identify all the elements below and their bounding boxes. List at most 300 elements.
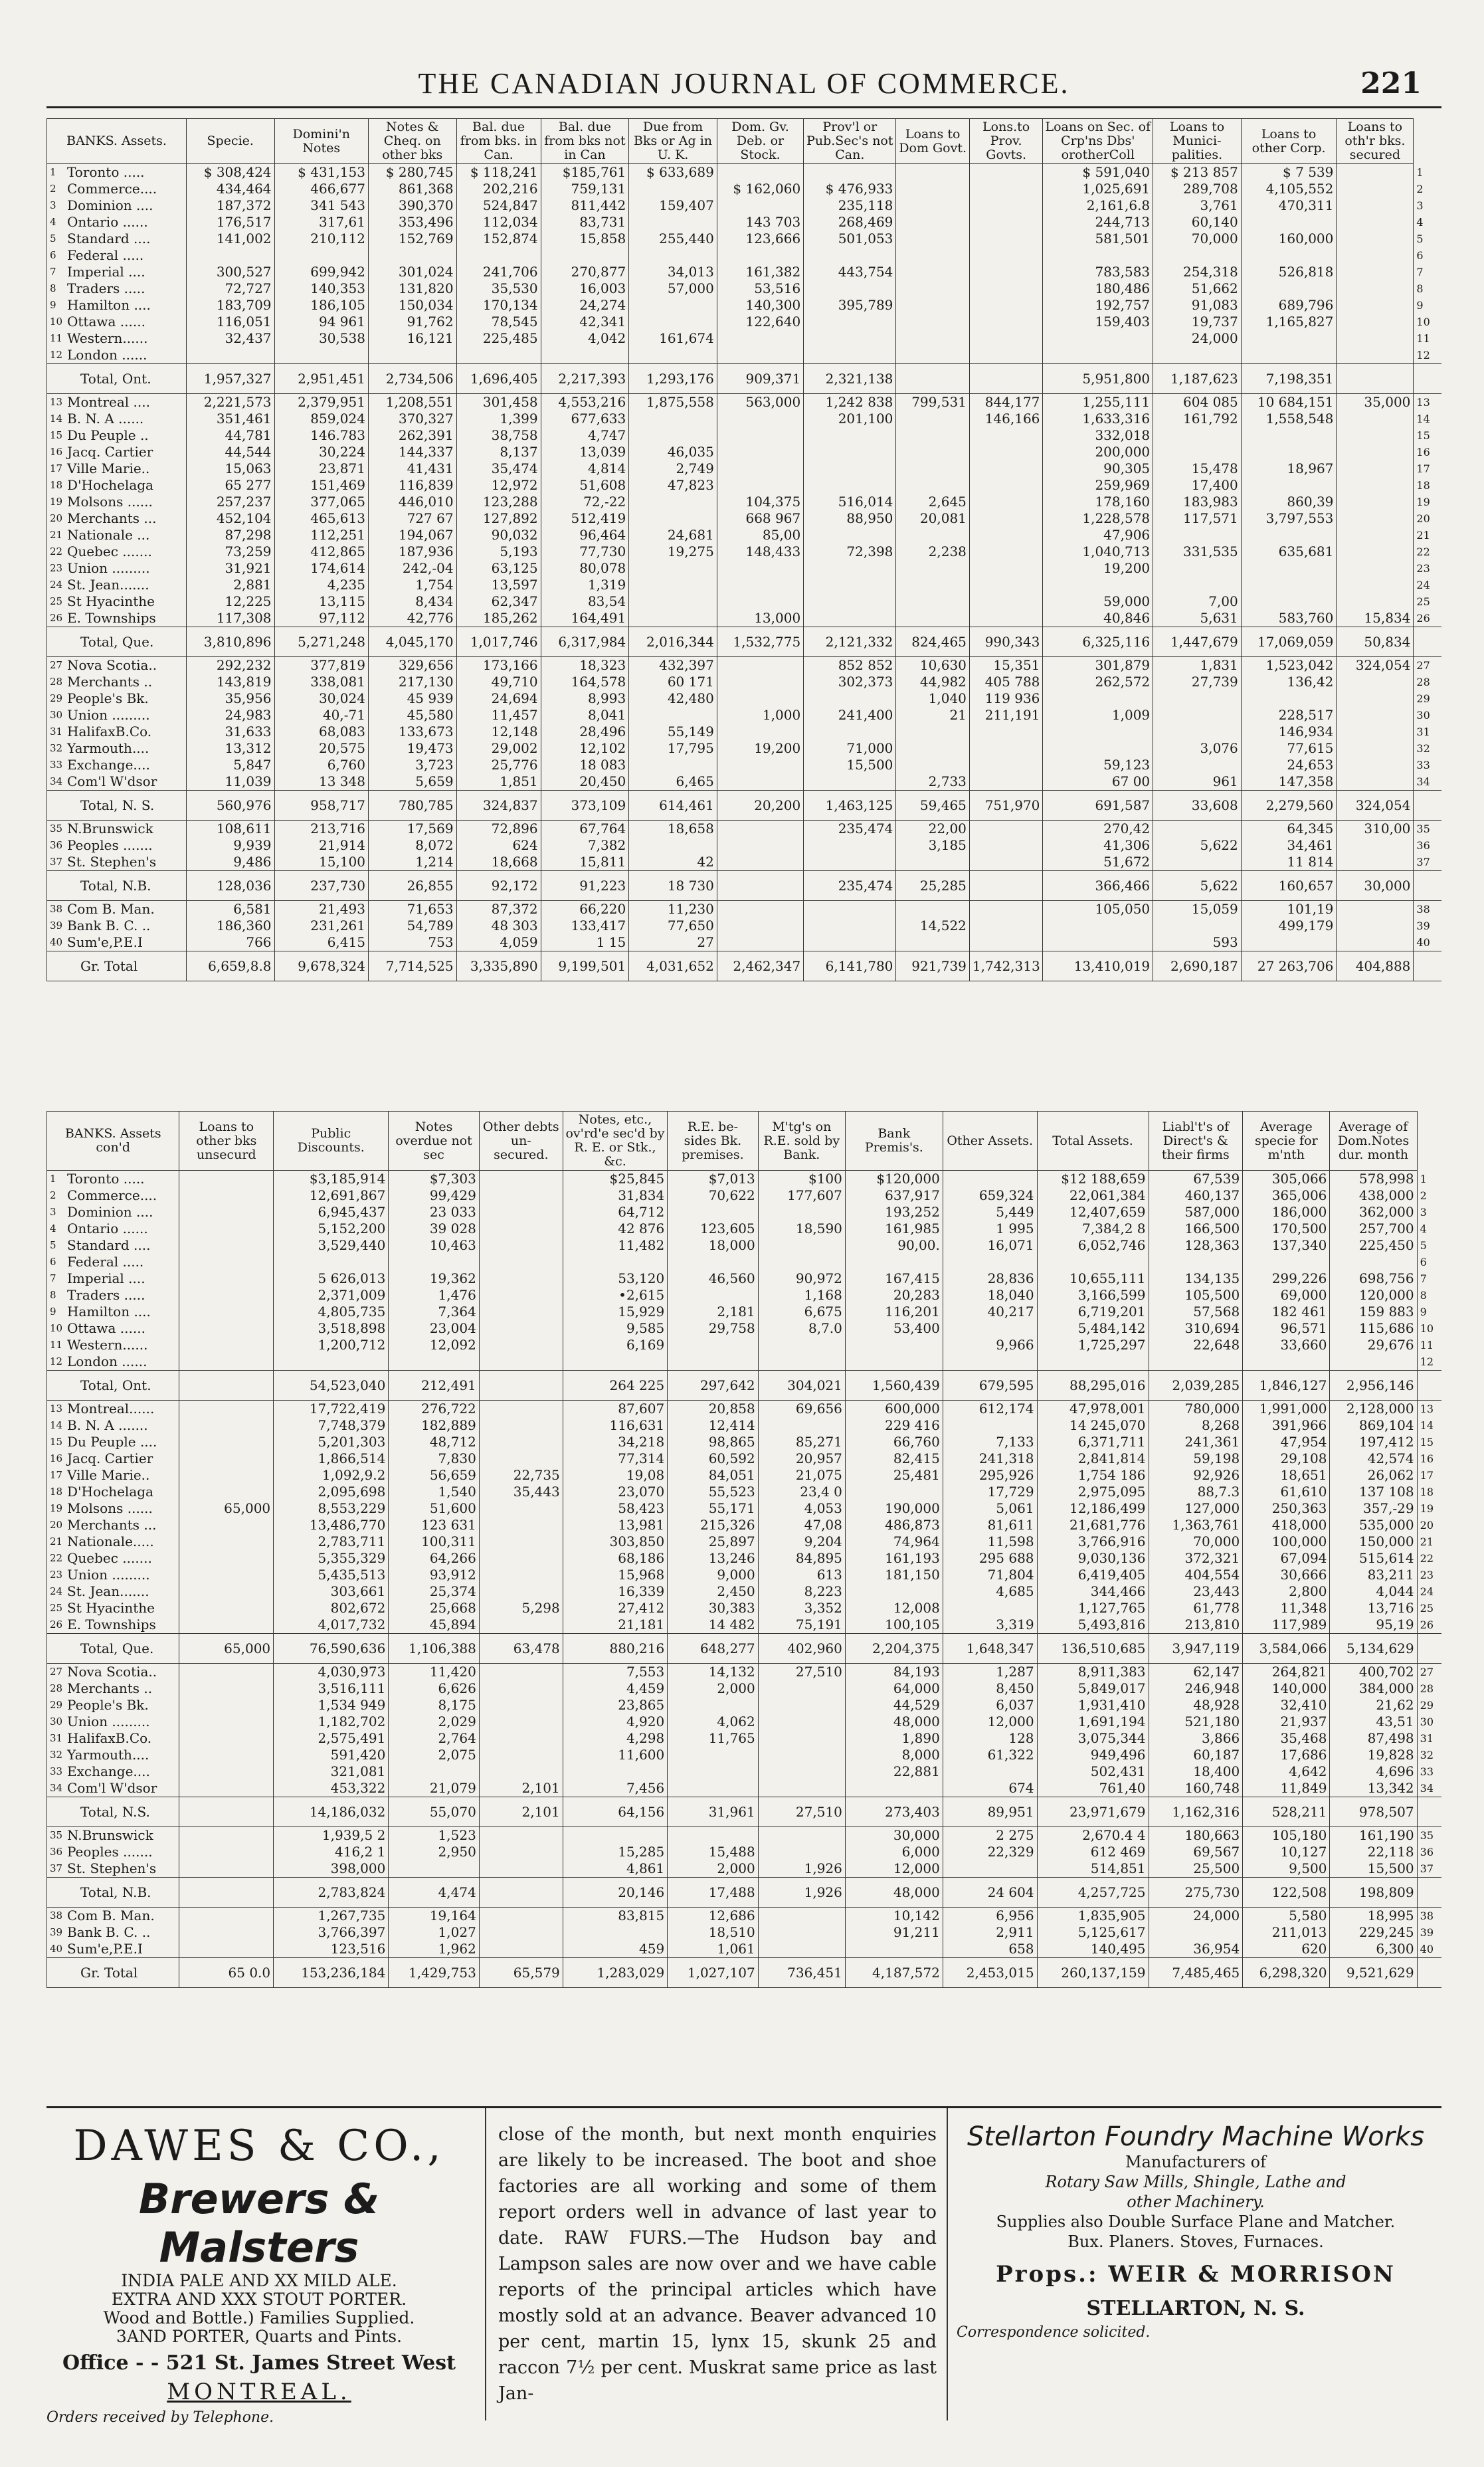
value-cell: 2,217,393 [541, 364, 629, 394]
value-cell [1337, 197, 1414, 214]
value-cell [456, 347, 541, 364]
value-cell: 241,706 [456, 264, 541, 280]
row-number: 15 [1420, 1436, 1434, 1448]
value-cell: 134,135 [1149, 1270, 1243, 1287]
value-cell: 2,956,146 [1330, 1371, 1417, 1401]
value-cell: 593 [1153, 934, 1242, 951]
bank-name: Jacq. Cartier [67, 1450, 153, 1466]
row-number: 12 [1420, 1355, 1434, 1368]
bank-name-cell [47, 543, 187, 560]
value-cell: 140,353 [274, 280, 368, 297]
column-header: Due from Bks or Ag in U. K. [629, 119, 717, 164]
bank-name-cell [47, 1187, 179, 1204]
value-cell: 14,132 [668, 1664, 758, 1681]
value-cell: 13,716 [1330, 1600, 1417, 1617]
value-cell: 117,308 [186, 610, 274, 627]
column-header: R.E. be- sides Bk. premises. [668, 1112, 758, 1171]
row-number: 3 [1420, 1206, 1427, 1219]
column-header: BANKS. Assets. [47, 119, 187, 164]
value-cell: 22,061,384 [1037, 1187, 1149, 1204]
value-cell: 141,002 [186, 231, 274, 247]
value-cell: 161,985 [845, 1221, 943, 1237]
value-cell: 262,572 [1043, 674, 1153, 690]
value-cell: 2,911 [943, 1924, 1037, 1941]
value-cell: 18 730 [629, 871, 717, 901]
value-cell: 182 461 [1243, 1304, 1330, 1320]
value-cell [1043, 347, 1153, 364]
value-cell: 244,713 [1043, 214, 1153, 231]
value-cell: 6,581 [186, 901, 274, 918]
bank-name: Traders ..... [67, 1287, 145, 1303]
value-cell [1153, 560, 1242, 577]
value-cell: 213,810 [1149, 1617, 1243, 1634]
row-index: 7 [50, 266, 56, 278]
value-cell: 21,075 [758, 1467, 845, 1484]
value-cell: 98,865 [668, 1434, 758, 1450]
value-cell: 10,630 [896, 657, 970, 674]
value-cell: 15,285 [563, 1844, 667, 1860]
value-cell: 55,149 [629, 724, 717, 740]
value-cell: 3,185 [896, 837, 970, 854]
value-cell: 42 [629, 854, 717, 871]
value-cell [479, 1550, 563, 1567]
bank-name: London ...... [67, 1353, 147, 1369]
value-cell: 94 961 [274, 314, 368, 330]
value-cell: 67,764 [541, 821, 629, 838]
value-cell: 624 [456, 837, 541, 854]
bank-name: Montreal...... [67, 1401, 155, 1417]
value-cell: $ 118,241 [456, 164, 541, 181]
value-cell: 3,947,119 [1149, 1634, 1243, 1664]
value-cell [479, 1417, 563, 1434]
row-index: 4 [50, 216, 56, 228]
value-cell: 4,105,552 [1241, 181, 1337, 197]
value-cell [479, 1924, 563, 1941]
value-cell: 9,486 [186, 854, 274, 871]
value-cell: 8,175 [389, 1697, 479, 1714]
value-cell [969, 854, 1043, 871]
bank-name-cell [47, 1583, 179, 1600]
value-cell: 4,187,572 [845, 1958, 943, 1988]
value-cell: 34,461 [1241, 837, 1337, 854]
value-cell: $ 431,153 [274, 164, 368, 181]
total-row [47, 1958, 1442, 1988]
table-row [47, 1353, 1442, 1371]
value-cell [179, 1237, 274, 1254]
value-cell: 9,678,324 [274, 951, 368, 981]
value-cell: $100 [758, 1171, 845, 1188]
value-cell: 2,128,000 [1330, 1401, 1417, 1418]
value-cell: 16,121 [368, 330, 456, 347]
value-cell: 44,781 [186, 427, 274, 444]
value-cell [179, 1550, 274, 1567]
value-cell: 41,431 [368, 460, 456, 477]
row-index: 23 [50, 562, 63, 574]
value-cell [389, 1353, 479, 1371]
value-cell [1337, 854, 1414, 871]
value-cell [896, 593, 970, 610]
value-cell: 70,622 [668, 1187, 758, 1204]
value-cell: 77,730 [541, 543, 629, 560]
bank-name: Commerce.... [67, 1187, 157, 1203]
value-cell: 123,605 [668, 1221, 758, 1237]
value-cell: 36,954 [1149, 1941, 1243, 1958]
value-cell: 31,834 [563, 1187, 667, 1204]
bank-name-cell [47, 527, 187, 543]
table-row [47, 1860, 1442, 1878]
bank-name-cell [47, 1417, 179, 1434]
value-cell: 535,000 [1330, 1517, 1417, 1533]
value-cell [758, 1730, 845, 1747]
row-index: 32 [50, 1749, 63, 1761]
value-cell [1153, 347, 1242, 364]
value-cell [668, 1353, 758, 1371]
value-cell: 133,673 [368, 724, 456, 740]
journal-title: THE CANADIAN JOURNAL OF COMMERCE. [418, 67, 1070, 100]
value-cell: 173,166 [456, 657, 541, 674]
value-cell: 5,435,513 [274, 1567, 389, 1583]
value-cell [804, 690, 896, 707]
bank-name: Dominion .... [67, 197, 153, 213]
value-cell: 87,607 [563, 1401, 667, 1418]
bank-name-cell [47, 444, 187, 460]
value-cell: 54,523,040 [274, 1371, 389, 1401]
value-cell: 1,283,029 [563, 1958, 667, 1988]
row-index: 37 [50, 856, 63, 868]
row-number: 40 [1420, 1943, 1434, 1955]
value-cell [668, 1780, 758, 1797]
value-cell [179, 1908, 274, 1925]
value-cell: 1,476 [389, 1287, 479, 1304]
value-cell: 4,298 [563, 1730, 667, 1747]
value-cell: 2,453,015 [943, 1958, 1037, 1988]
row-number [1414, 364, 1441, 394]
value-cell [969, 560, 1043, 577]
value-cell: 32,437 [186, 330, 274, 347]
value-cell [1337, 280, 1414, 297]
value-cell: 2 275 [943, 1827, 1037, 1844]
value-cell: 15,500 [804, 757, 896, 773]
value-cell: 47,954 [1243, 1434, 1330, 1450]
value-cell: 8,7.0 [758, 1320, 845, 1337]
value-cell [717, 901, 803, 918]
value-cell [1337, 773, 1414, 791]
value-cell: 1,926 [758, 1878, 845, 1908]
value-cell: 587,000 [1149, 1204, 1243, 1221]
value-cell: 31,921 [186, 560, 274, 577]
value-cell: 225,450 [1330, 1237, 1417, 1254]
value-cell: 7,384,2 8 [1037, 1221, 1149, 1237]
value-cell: 373,109 [541, 791, 629, 821]
column-header: Loans to other Corp. [1241, 119, 1337, 164]
row-number [1417, 1371, 1441, 1401]
bank-name-cell [47, 460, 187, 477]
value-cell [804, 934, 896, 951]
value-cell: $ 308,424 [186, 164, 274, 181]
value-cell: 3,810,896 [186, 627, 274, 657]
value-cell: 25,776 [456, 757, 541, 773]
row-index: 8 [50, 1289, 56, 1301]
value-cell: 353,496 [368, 214, 456, 231]
row-index: 13 [50, 396, 63, 408]
value-cell [1153, 444, 1242, 460]
column-header: Lons.to Prov. Govts. [969, 119, 1043, 164]
bank-name-cell [47, 197, 187, 214]
column-header: Prov'l or Pub.Sec's not Can. [804, 119, 896, 164]
value-cell: 64,156 [563, 1797, 667, 1827]
stellarton-place: STELLARTON, N. S. [1086, 2297, 1305, 2320]
value-cell: 161,792 [1153, 411, 1242, 427]
value-cell [1037, 1353, 1149, 1371]
value-cell: 303,661 [274, 1583, 389, 1600]
value-cell [804, 460, 896, 477]
value-cell: 5,849,017 [1037, 1680, 1149, 1697]
row-index: 8 [50, 282, 56, 294]
value-cell: 64,266 [389, 1550, 479, 1567]
value-cell [845, 1337, 943, 1353]
value-cell: 50,834 [1337, 627, 1414, 657]
value-cell [758, 1844, 845, 1860]
bank-name: Total, N. S. [80, 797, 155, 813]
value-cell [1149, 1924, 1243, 1941]
column-header: Bal. due from bks not in Can [541, 119, 629, 164]
table-row [47, 1320, 1442, 1337]
table-row [47, 1583, 1442, 1600]
value-cell [1241, 690, 1337, 707]
row-number: 5 [1420, 1239, 1427, 1252]
bank-name-cell [47, 1747, 179, 1763]
value-cell [845, 1583, 943, 1600]
row-index: 21 [50, 529, 63, 541]
value-cell: 13,115 [274, 593, 368, 610]
value-cell: 30,000 [1337, 871, 1414, 901]
value-cell: 59,198 [1149, 1450, 1243, 1467]
value-cell: 77,314 [563, 1450, 667, 1467]
bank-name: Peoples ....... [67, 837, 153, 853]
value-cell: 289,708 [1153, 181, 1242, 197]
bank-name-cell [47, 181, 187, 197]
value-cell: 295 688 [943, 1550, 1037, 1567]
value-cell: 87,372 [456, 901, 541, 918]
value-cell: 14,522 [896, 918, 970, 934]
value-cell: 1,696,405 [456, 364, 541, 394]
value-cell: 11,457 [456, 707, 541, 724]
bank-name-cell [47, 560, 187, 577]
value-cell [179, 1617, 274, 1634]
value-cell: 5,951,800 [1043, 364, 1153, 394]
value-cell: 1,962 [389, 1941, 479, 1958]
value-cell: 416,2 1 [274, 1844, 389, 1860]
row-number: 28 [1420, 1682, 1434, 1695]
value-cell: 4,747 [541, 427, 629, 444]
bank-name: Com B. Man. [67, 901, 155, 917]
row-number: 1 [1420, 1172, 1427, 1185]
row-number: 36 [1420, 1846, 1434, 1858]
value-cell: 736,451 [758, 1958, 845, 1988]
value-cell: 90,972 [758, 1270, 845, 1287]
table-row [47, 1730, 1442, 1747]
value-cell: 1,127,765 [1037, 1600, 1149, 1617]
value-cell [479, 1747, 563, 1763]
value-cell: 1,162,316 [1149, 1797, 1243, 1827]
value-cell [804, 773, 896, 791]
value-cell: 61,778 [1149, 1600, 1243, 1617]
value-cell: $ 476,933 [804, 181, 896, 197]
value-cell [179, 1583, 274, 1600]
value-cell [274, 1353, 389, 1371]
value-cell [896, 560, 970, 577]
value-cell: 128,363 [1149, 1237, 1243, 1254]
value-cell: 41,306 [1043, 837, 1153, 854]
value-cell [179, 1844, 274, 1860]
value-cell: 4,062 [668, 1714, 758, 1730]
value-cell: 301,024 [368, 264, 456, 280]
bank-name-cell [47, 1730, 179, 1747]
value-cell: 301,458 [456, 394, 541, 411]
value-cell: 136,510,685 [1037, 1634, 1149, 1664]
value-cell: 15,500 [1330, 1860, 1417, 1878]
value-cell [179, 1320, 274, 1337]
value-cell: 83,731 [541, 214, 629, 231]
value-cell: 268,469 [804, 214, 896, 231]
value-cell: 264 225 [563, 1371, 667, 1401]
value-cell [845, 1780, 943, 1797]
value-cell: 67,094 [1243, 1550, 1330, 1567]
value-cell: 62,347 [456, 593, 541, 610]
bank-name: Peoples ....... [67, 1844, 153, 1860]
row-number: 10 [1416, 316, 1430, 328]
value-cell: 1,890 [845, 1730, 943, 1747]
value-cell: 72,398 [804, 543, 896, 560]
value-cell: 466,677 [274, 181, 368, 197]
value-cell: 677,633 [541, 411, 629, 427]
value-cell: 11,849 [1243, 1780, 1330, 1797]
value-cell: 404,554 [1149, 1567, 1243, 1583]
value-cell: 133,417 [541, 918, 629, 934]
bank-name-cell [47, 510, 187, 527]
bank-name: Total, Ont. [80, 371, 151, 387]
bank-name: N.Brunswick [67, 1827, 153, 1843]
value-cell: 329,656 [368, 657, 456, 674]
value-cell: 35,956 [186, 690, 274, 707]
value-cell [479, 1908, 563, 1925]
value-cell [479, 1844, 563, 1860]
value-cell: 2,645 [896, 494, 970, 510]
value-cell: 122,640 [717, 314, 803, 330]
value-cell [1153, 821, 1242, 838]
value-cell [969, 477, 1043, 494]
value-cell: 13,410,019 [1043, 951, 1153, 981]
value-cell: 212,491 [389, 1371, 479, 1401]
value-cell [668, 1204, 758, 1221]
column-header: Total Assets. [1037, 1112, 1149, 1171]
value-cell: 30,000 [845, 1827, 943, 1844]
row-number: 11 [1416, 332, 1430, 345]
row-number: 40 [1416, 936, 1430, 949]
row-number: 24 [1416, 579, 1430, 591]
bank-name: St. Jean....... [67, 577, 149, 593]
value-cell: 860,39 [1241, 494, 1337, 510]
value-cell: 51,608 [541, 477, 629, 494]
dawes-city: MONTREAL. [167, 2379, 351, 2405]
value-cell: 147,358 [1241, 773, 1337, 791]
bank-name-cell [47, 951, 187, 981]
table-row [47, 1714, 1442, 1730]
value-cell: 235,474 [804, 871, 896, 901]
bank-name: Ville Marie.. [67, 1467, 150, 1483]
value-cell: 100,000 [1243, 1533, 1330, 1550]
table-row [47, 1924, 1442, 1941]
value-cell: 12,008 [845, 1600, 943, 1617]
table-row [47, 1337, 1442, 1353]
value-cell: 88,295,016 [1037, 1371, 1149, 1401]
value-cell: 2,783,711 [274, 1533, 389, 1550]
bank-name-cell [47, 1780, 179, 1797]
value-cell [629, 247, 717, 264]
value-cell [969, 543, 1043, 560]
value-cell: 18,323 [541, 657, 629, 674]
table-row [47, 1697, 1442, 1714]
value-cell [896, 724, 970, 740]
row-number: 39 [1416, 920, 1430, 932]
value-cell: 1,560,439 [845, 1371, 943, 1401]
bank-name: Ottawa ...... [67, 1320, 145, 1336]
bank-name-cell [47, 394, 187, 411]
value-cell: 178,160 [1043, 494, 1153, 510]
bank-name-cell [47, 901, 187, 918]
row-number: 26 [1416, 612, 1430, 625]
value-cell: 241,318 [943, 1450, 1037, 1467]
value-cell [717, 821, 803, 838]
value-cell [179, 1221, 274, 1237]
column-header: Other Assets. [943, 1112, 1037, 1171]
value-cell: 161,674 [629, 330, 717, 347]
value-cell: 77,650 [629, 918, 717, 934]
value-cell: 59,000 [1043, 593, 1153, 610]
bank-name: Imperial .... [67, 1270, 145, 1286]
bank-name: Du Peuple .... [67, 1434, 157, 1450]
value-cell: 12,000 [943, 1714, 1037, 1730]
value-cell [1337, 740, 1414, 757]
table-row [47, 740, 1442, 757]
value-cell: 8,553,229 [274, 1500, 389, 1517]
value-cell: 958,717 [274, 791, 368, 821]
value-cell [479, 1533, 563, 1550]
bank-name: Bank B. C. .. [67, 1924, 151, 1940]
table-row [47, 1221, 1442, 1237]
column-header: Loans on Sec. of Crp'ns Dbs' orotherColl [1043, 119, 1153, 164]
row-index: 35 [50, 823, 63, 835]
value-cell: 27 263,706 [1241, 951, 1337, 981]
table-row [47, 1533, 1442, 1550]
value-cell: 90,305 [1043, 460, 1153, 477]
bank-name: Du Peuple .. [67, 427, 149, 443]
value-cell [896, 347, 970, 364]
table-row [47, 1401, 1442, 1418]
value-cell: 34,013 [629, 264, 717, 280]
value-cell: 211,191 [969, 707, 1043, 724]
value-cell: 20,957 [758, 1450, 845, 1467]
total-row [47, 1634, 1442, 1664]
bank-name-cell [47, 1533, 179, 1550]
table-row [47, 560, 1442, 577]
value-cell: 418,000 [1243, 1517, 1330, 1533]
value-cell [179, 1401, 274, 1418]
value-cell: 45 939 [368, 690, 456, 707]
value-cell: 42,480 [629, 690, 717, 707]
bank-name: Imperial .... [67, 264, 145, 280]
value-cell: 92,926 [1149, 1467, 1243, 1484]
